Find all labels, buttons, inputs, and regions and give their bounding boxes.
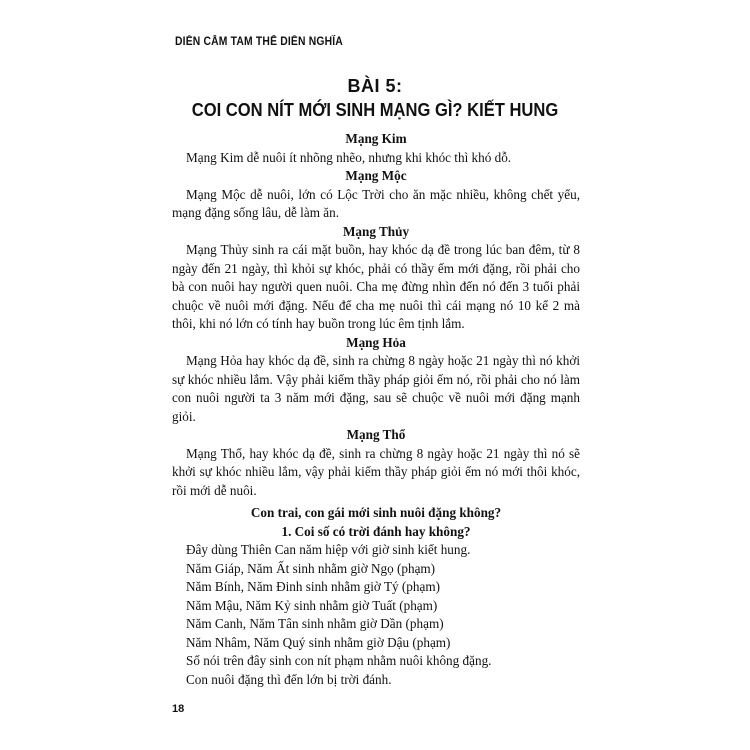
section-paragraph: Mạng Thổ, hay khóc dạ đề, sinh ra chừng 8 ngày hoặc 21 ngày thì nó sẽ khởi sự khóc nhiều lắm, vậy phải kiếm thầy pháp giỏi ếm nó mới thôi khóc, rồi mới dễ nuôi.: [172, 445, 580, 498]
page-number: 18: [172, 703, 185, 715]
section-paragraph: Mạng Mộc dễ nuôi, lớn có Lộc Trời cho ăn mặc nhiều, không chết yểu, mạng đặng sống lâu, dễ làm ăn.: [172, 186, 580, 220]
subsection-subheading: 1. Coi số có trời đánh hay không?: [281, 523, 471, 539]
subsection-heading: Con trai, con gái mới sinh nuôi đặng không?: [250, 505, 502, 520]
section-paragraph: Mạng Kim dễ nuôi ít nhõng nhẽo, nhưng khi khóc thì khó dỗ.: [186, 149, 512, 165]
running-header: DIỄN CẦM TAM THẾ DIỄN NGHĨA: [175, 36, 343, 48]
section-heading: Mạng Kim: [345, 131, 407, 146]
body-line: Số nói trên đây sinh con nít phạm nhằm nuôi không đặng.: [186, 653, 492, 668]
body-line: Đây dùng Thiên Can năm hiệp với giờ sinh kiết hung.: [186, 542, 471, 557]
body-line: Năm Giáp, Năm Ất sinh nhằm giờ Ngọ (phạm): [186, 560, 436, 576]
section-paragraph: Mạng Thủy sinh ra cái mặt buồn, hay khóc dạ đề trong lúc ban đêm, từ 8 ngày đến 21 ngày, thì khỏi sự khóc, phải có thầy ếm mới đặng, rồi phải cho bà con nuôi hay người quen nuôi. Cha mẹ đừng nhìn đến nó đến 3 tuổi phải chuộc về nuôi mới đặng. Nếu để cha mẹ nuôi thì cái mạng nó 10 kể 2 mà thôi, khi nó lớn có tính hay buồn trong lúc êm tịnh lắm.: [172, 242, 580, 331]
section-paragraph: Mạng Hỏa hay khóc dạ đề, sinh ra chừng 8 ngày hoặc 21 ngày thì nó khởi sự khóc nhiều lắm. Vậy phải kiếm thầy pháp giỏi ếm nó, rồi phải cho nó làm con nuôi người ta 3 năm mới đặng, sau sẽ chuộc về nuôi mới đặng mạnh giỏi.: [172, 353, 580, 424]
body-line: Năm Mậu, Năm Kỷ sinh nhằm giờ Tuất (phạm): [186, 597, 438, 613]
section-heading: Mạng Thủy: [342, 223, 410, 239]
section-heading: Mạng Mộc: [345, 168, 407, 183]
lesson-number: BÀI 5:: [347, 76, 403, 96]
section-heading: Mạng Thổ: [346, 427, 406, 442]
lesson-title: COI CON NÍT MỚI SINH MẠNG GÌ? KIẾT HUNG: [191, 100, 559, 120]
page-body: [172, 130, 580, 689]
body-line: Năm Nhâm, Năm Quý sinh nhằm giờ Dậu (phạm): [186, 634, 451, 650]
section-heading: Mạng Hỏa: [346, 334, 406, 350]
body-line: Năm Bính, Năm Đinh sinh nhằm giờ Tý (phạm): [186, 579, 440, 594]
body-line: Năm Canh, Năm Tân sinh nhằm giờ Dần (phạm): [186, 616, 444, 631]
body-line: Con nuôi đặng thì đến lớn bị trời đánh.: [186, 671, 392, 687]
